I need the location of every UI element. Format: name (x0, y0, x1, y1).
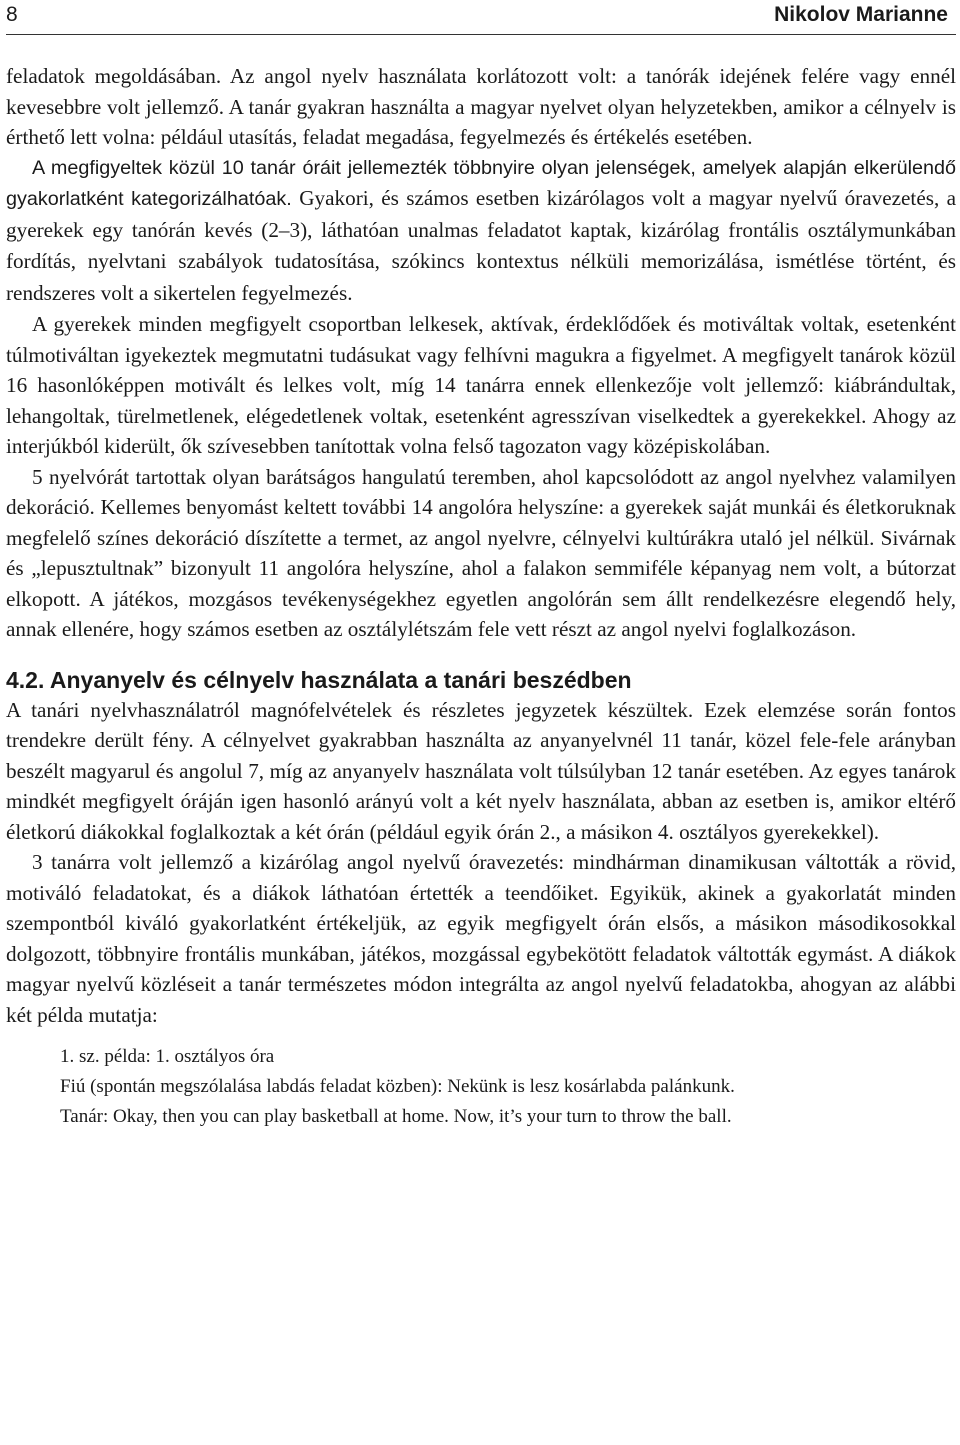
body-text (6, 61, 956, 1132)
author-name: Nikolov Marianne (774, 3, 948, 26)
paragraph-classroom-setting: 5 nyelvórát tartottak olyan barátságos hangulatú teremben, ahol kapcsolódott az angol nyelvhez valamilyen dekoráció. Kellemes benyomást keltett további 14 angolóra helyszíne: a gyerekek saját munkái és életkoruknak megfelelő színes dekoráció díszítette a termet, az angol nyelvre, célnyelvi kultúrákra utaló jel nélkül. Sivárnak és „lepusztultnak” bizonyult 11 angolóra helyszíne, ahol a falakon semmiféle képanyag nem volt, a bútorzat elkopott. A játékos, mozgásos tevékenységekhez egyetlen angolórán sem állt rendelkezésre elegendő hely, annak ellenére, hogy számos esetben az osztálylétszám fele vett részt az angol nyelvi foglalkozáson. (6, 464, 956, 641)
example-title: 1. sz. példa: 1. osztályos óra (60, 1046, 275, 1067)
example-line-student: Fiú (spontán megszólalása labdás feladat közben): Nekünk is lesz kosárlabda palánkunk. (60, 1076, 735, 1097)
paragraph-intro-continuation: feladatok megoldásában. Az angol nyelv használata korlátozott volt: a tanórák idejének felére vagy ennél kevesebbre volt jellemző. A tanár gyakran használta a magyar nyelvet olyan helyzetekben, amikor a célnyelv is érthető lett volna: például utasítás, feladat megadása, fegyelmezés és értékelés esetében. (6, 64, 956, 149)
example-line-teacher: Tanár: Okay, then you can play basketball at home. Now, it’s your turn to throw the ball. (60, 1106, 732, 1127)
paragraph-avoidable-practice (6, 153, 956, 310)
paragraph-language-use: A tanári nyelvhasználatról magnófelvételek és részletes jegyzetek készültek. Ezek elemzése során fontos trendekre derült fény. A célnyelvet gyakrabban használta az anyanyelvnél 11 tanár, közel fele-fele arányban beszélt magyarul és angolul 7, míg az anyanyelv használata volt túlsúlyban 12 tanár esetében. Az egyes tanárok mindkét megfigyelt óráján igen hasonló arányú volt a két nyelv használata, abban az esetben is, amikor eltérő életkorú diákokkal foglalkoztak a két órán (például egyik órán 2., a másikon 4. osztályos gyerekekkel). (6, 697, 956, 844)
section-heading: 4.2. Anyanyelv és célnyelv használata a tanári beszédben (6, 666, 632, 693)
avoidable-practice-lead-sentence: A megfigyeltek közül 10 tanár óráit jellemezték többnyire olyan jelenségek, amelyek alapján elkerülendő gyakorlatként kategorizálhatóak. (6, 156, 956, 210)
paragraph-motivation: A gyerekek minden megfigyelt csoportban lelkesek, aktívak, érdeklődőek és motiváltak voltak, esetenként túlmotiváltan igyekeztek megmutatni tudásukat vagy felhívni magukra a figyelmet. A megfigyelt tanárok közül 16 hasonlóképpen motivált és lelkes volt, míg 14 tanárra ennek ellenkezője volt jellemző: kiábrándultak, lehangoltak, türelmetlenek, elégedetlenek voltak, esetenként agresszívan viselkedtek a gyerekekkel. Ahogy az interjúkból kiderült, ők szívesebben tanítottak volna felső tagozaton vagy középiskolában. (6, 312, 956, 458)
running-header (6, 0, 948, 34)
paragraph-english-only-teachers: 3 tanárra volt jellemző a kizárólag angol nyelvű óravezetés: mindhárman dinamikusan váltották a rövid, motiváló feladatokat, és a diákok láthatóan értették a teendőiket. Egyikük, akinek a gyakorlatát minden szempontból kiváló gyakorlatként értékeljük, az egyik megfigyelt órán elsős, a másikon másodikosokkal dolgozott, többnyire frontális munkában, játékos, mozgással egybekötött feladatok váltották egymást. A diákok magyar nyelvű közléseit a tanár természetes módon integrálta az angol nyelvű feladatokba, ahogyan az alábbi két példa mutatja: (6, 850, 956, 1027)
page-number: 8 (6, 3, 18, 26)
example-block (60, 1042, 956, 1132)
header-rule (6, 34, 956, 35)
avoidable-practice-detail: Gyakori, és számos esetben kizárólagos volt a magyar nyelvű óravezetés, a gyerekek egy tanórán kevés (2–3), láthatóan unalmas feladatot kaptak, kizárólag frontális osztálymunkában fordítás, nyelvtani szabályok tudatosítása, szókincs kontextus nélküli memorizálása, ismétlése történt, és rendszeres volt a sikertelen fegyelmezés. (6, 186, 956, 305)
